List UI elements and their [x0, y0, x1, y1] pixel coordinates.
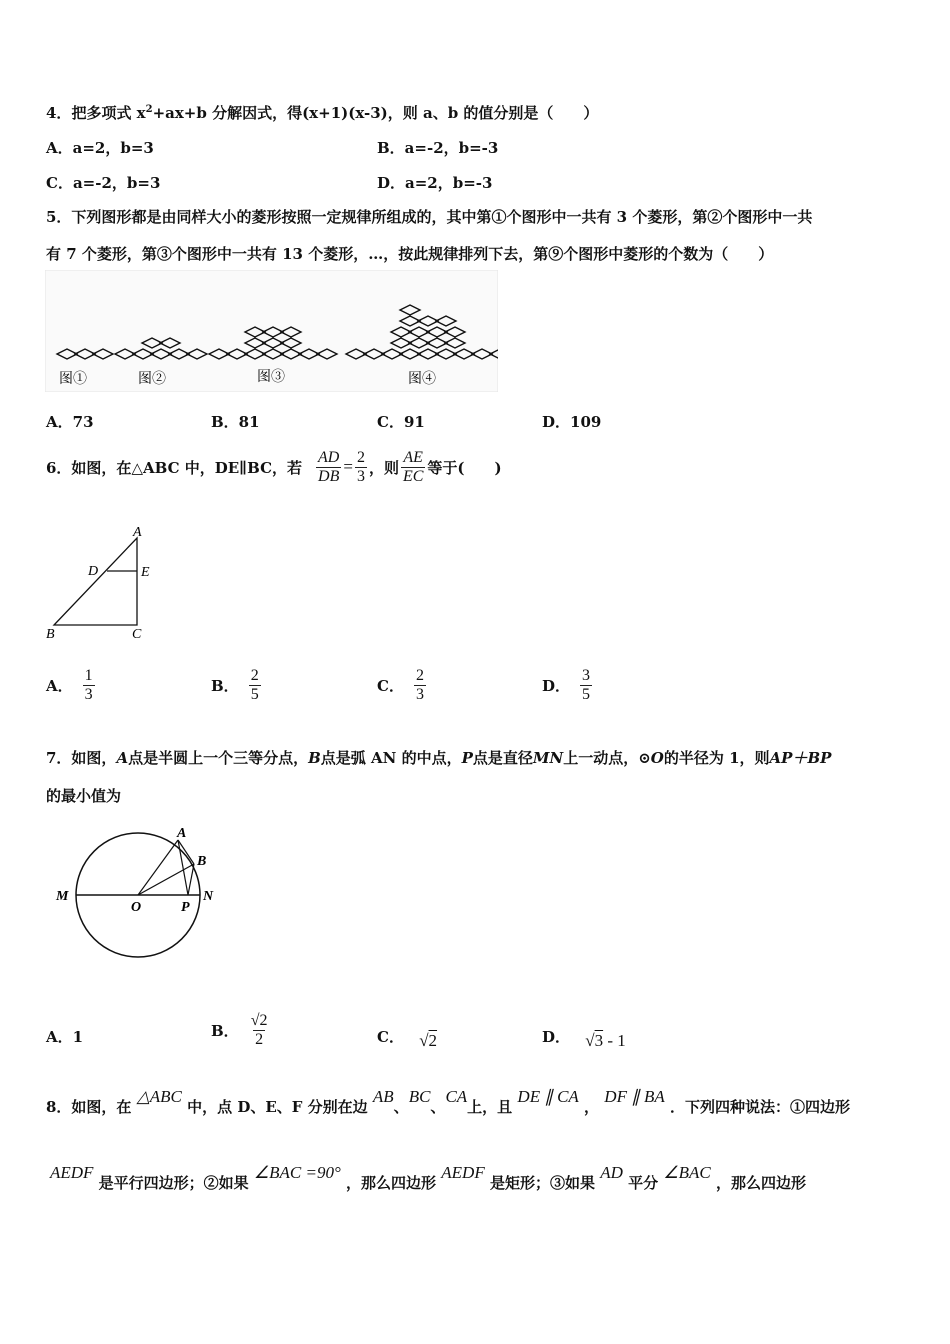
q6-stem: 6．如图，在△ABC 中，DE∥BC，若 $\frac{AD}{DB}$ = $\frac{2}{3}$ ，则 $\frac{AE}{EC}$ 等于( ) — [46, 448, 502, 485]
q5-fig1-label: 图① — [59, 372, 87, 387]
q7-stem-line1: 7．如图，A点是半圆上一个三等分点，B点是弧 AN 的中点，P点是直径MN上一动点，⊙O的半径为 1，则AP＋BP — [46, 749, 832, 767]
q4-option-a[interactable]: A．a=2，b=3 — [46, 139, 154, 157]
label-m: M — [56, 889, 69, 904]
q4-stem: 4．把多项式 $x^2+ax+b$ 分解因式，得(x+1)(x-3)，则 a、b 的值分别是（ ） — [46, 104, 599, 122]
label-o: O — [131, 900, 142, 915]
q5-option-d[interactable]: D．109 — [542, 413, 602, 431]
q6-option-d[interactable]: D． $\frac{3}{5}$ — [542, 666, 591, 703]
q6-frac-ae-ec: $\frac{AE}{EC}$ — [402, 448, 424, 485]
q4-option-b[interactable]: B．a=-2，b=-3 — [377, 139, 499, 157]
q5-stem-line1: 5．下列图形都是由同样大小的菱形按照一定规律所组成的，其中第①个图形中一共有 3 个菱形，第②个图形中一共 — [46, 208, 813, 226]
triangle-abc — [54, 538, 137, 625]
q7-stem-line2: 的最小值为 — [46, 787, 122, 805]
label-n: N — [203, 889, 214, 904]
segment-oa — [138, 840, 178, 895]
q5-fig2-label: 图② — [138, 372, 166, 387]
label-a: A — [133, 525, 142, 540]
label-b: B — [46, 627, 55, 642]
q5-stem-line2: 有 7 个菱形，第③个图形中一共有 13 个菱形，…，按此规律排列下去，第⑨个图形中菱形的个数为（ ） — [46, 245, 774, 263]
q7-option-c[interactable]: C． √2 — [377, 1028, 438, 1050]
q4-option-c[interactable]: C．a=-2，b=3 — [46, 174, 161, 192]
q6-option-b[interactable]: B． $\frac{2}{5}$ — [211, 666, 259, 703]
q6-frac-2-3: $\frac{2}{3}$ — [356, 448, 365, 485]
q7-option-d[interactable]: D． √3 - 1 — [542, 1028, 626, 1050]
q5-option-c[interactable]: C．91 — [377, 413, 425, 431]
q4-option-d[interactable]: D．a=2，b=-3 — [377, 174, 493, 192]
q6-triangle-figure — [40, 520, 170, 645]
q6-option-a[interactable]: A． $\frac{1}{3}$ — [46, 666, 93, 703]
q7-option-a[interactable]: A．1 — [46, 1028, 84, 1046]
label-b: B — [197, 854, 207, 869]
label-a: A — [177, 826, 187, 841]
label-c: C — [132, 627, 142, 642]
q5-fig4-label: 图④ — [408, 372, 436, 387]
q5-option-b[interactable]: B．81 — [211, 413, 260, 431]
q5-rhombus-figure — [45, 270, 498, 392]
q5-option-a[interactable]: A．73 — [46, 413, 94, 431]
segment-bp — [188, 864, 194, 895]
q6-frac-ad-db: $\frac{AD}{DB}$ — [318, 448, 340, 485]
label-p: P — [181, 900, 190, 915]
label-e: E — [141, 565, 150, 580]
q8-stem-line1: 8．如图，在 △ABC 中，点 D、E、F 分别在边 AB、BC、CA上，且 DE ∥ CA ， DF ∥ BA ．下列四种说法：①四边形 — [46, 1087, 850, 1116]
label-d: D — [88, 564, 99, 579]
q7-circle-figure — [52, 818, 232, 970]
q5-fig3-label: 图③ — [257, 370, 285, 385]
q7-option-b[interactable]: B． $\frac{√2}{2}$ — [211, 1011, 268, 1048]
q6-option-c[interactable]: C． $\frac{2}{3}$ — [377, 666, 424, 703]
q8-stem-line2: AEDF 是平行四边形；②如果 ∠BAC =90° ，那么四边形 AEDF 是矩形；③如果 AD 平分 ∠BAC ，那么四边形 — [50, 1163, 806, 1192]
